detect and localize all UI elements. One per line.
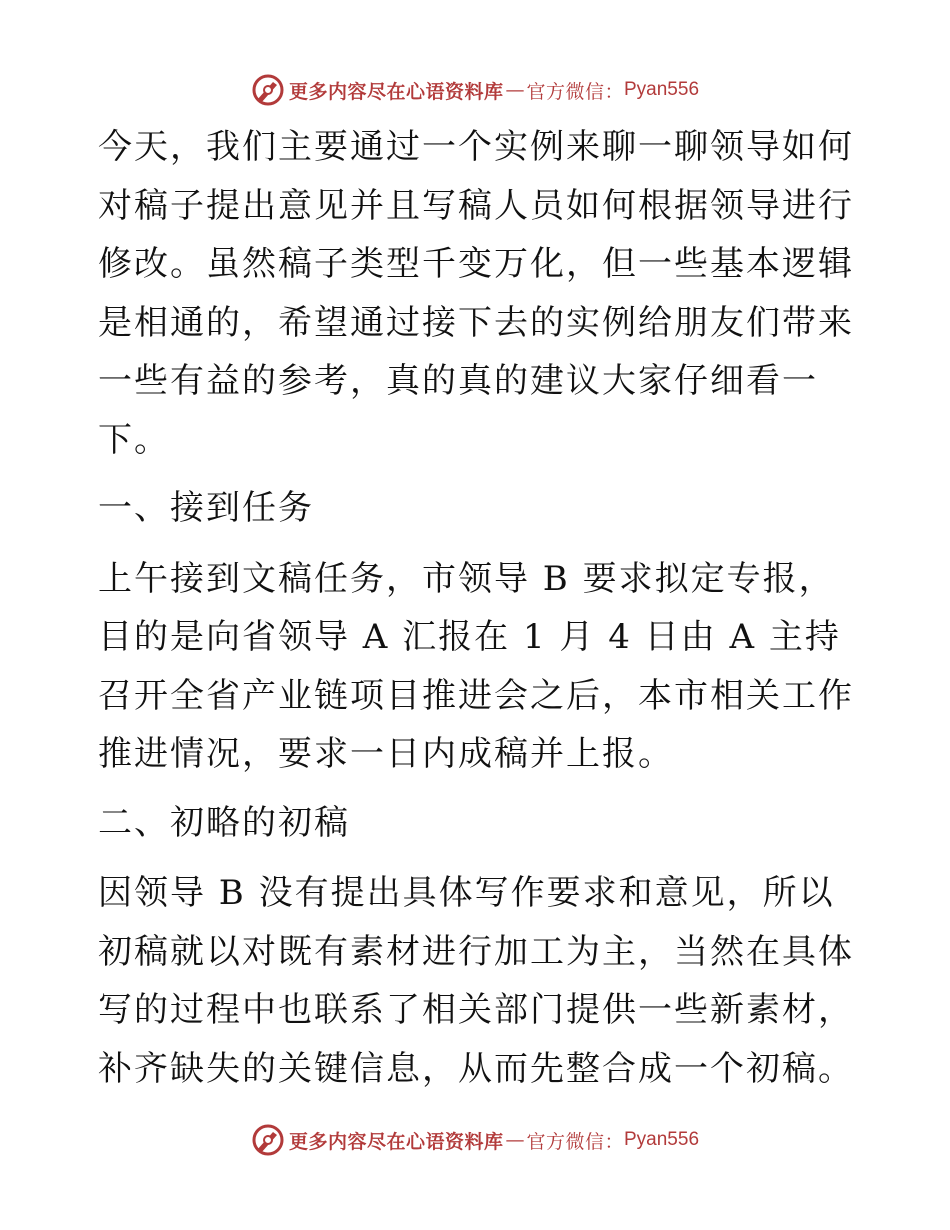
document-body xyxy=(98,118,858,1098)
watermark-wechat-id: Pyan556 xyxy=(624,79,700,100)
paragraph-intro: 今天，我们主要通过一个实例来聊一聊领导如何对稿子提出意见并且写稿人员如何根据领导进行修改。虽然稿子类型千变万化，但一些基本逻辑是相通的，希望通过接下去的实例给朋友们带来一些有益的参考，真的真的建议大家仔细看一下。 xyxy=(98,127,854,460)
watermark-main-text: 更多内容尽在心语资料库 xyxy=(288,1130,504,1153)
watermark-main-text: 更多内容尽在心语资料库 xyxy=(288,80,504,103)
watermark-dash: — xyxy=(505,1129,525,1151)
pen-circle-logo-icon xyxy=(251,73,285,107)
watermark-sub-text: 官方微信： xyxy=(526,1130,624,1153)
footer-watermark xyxy=(0,1120,950,1160)
paragraph-task: 上午接到文稿任务，市领导 B 要求拟定专报，目的是向省领导 A 汇报在 1 月 4 日由 A 主持召开全省产业链项目推进会之后，本市相关工作推进情况，要求一日内成稿并上报。 xyxy=(98,558,854,774)
watermark-dash: — xyxy=(505,79,525,101)
header-watermark xyxy=(0,70,950,110)
section-heading-1: 一、接到任务 xyxy=(98,488,314,528)
paragraph-draft: 因领导 B 没有提出具体写作要求和意见，所以初稿就以对既有素材进行加工为主，当然在具体写的过程中也联系了相关部门提供一些新素材，补齐缺失的关键信息，从而先整合成一个初稿。 xyxy=(98,873,854,1089)
pen-circle-logo-icon xyxy=(251,1123,285,1157)
watermark-wechat-id: Pyan556 xyxy=(624,1129,700,1150)
section-heading-2: 二、初略的初稿 xyxy=(98,802,350,843)
watermark-sub-text: 官方微信： xyxy=(526,80,624,103)
